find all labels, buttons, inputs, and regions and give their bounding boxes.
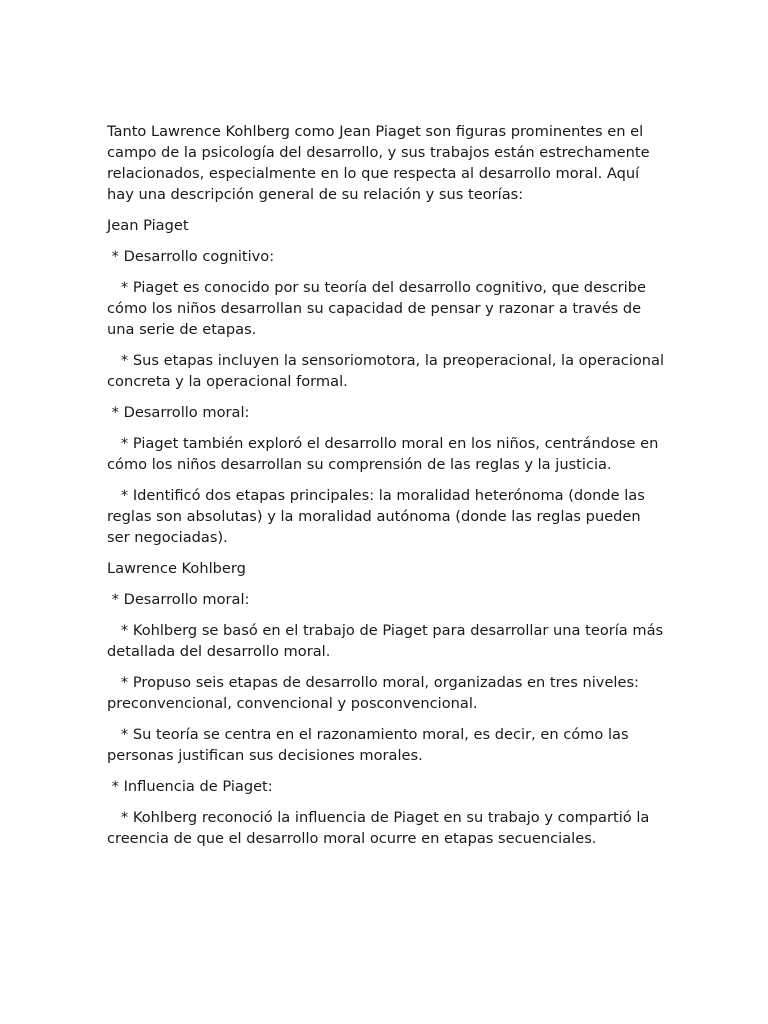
section-heading-piaget: Jean Piaget bbox=[107, 217, 189, 234]
sub-bullet-kohlberg-stages: * Propuso seis etapas de desarrollo moral, organizadas en tres niveles: preconvencional, convencional y posconvencional. bbox=[107, 674, 644, 712]
sub-bullet-piaget-moral-stages: * Identificó dos etapas principales: la moralidad heterónoma (donde las reglas son absolutas) y la moralidad autónoma (donde las reglas pueden ser negociadas). bbox=[107, 487, 650, 546]
section-heading-kohlberg: Lawrence Kohlberg bbox=[107, 560, 246, 577]
bullet-moral-development-piaget: * Desarrollo moral: bbox=[107, 404, 250, 421]
sub-bullet-kohlberg-recognition: * Kohlberg reconoció la influencia de Piaget en su trabajo y compartió la creencia de que el desarrollo moral ocurre en etapas secuenciales. bbox=[107, 809, 654, 847]
bullet-cognitive-development: * Desarrollo cognitivo: bbox=[107, 248, 275, 265]
intro-paragraph: Tanto Lawrence Kohlberg como Jean Piaget son figuras prominentes en el campo de la psicología del desarrollo, y sus trabajos están estrechamente relacionados, especialmente en lo que respecta al desarrollo moral. Aquí hay una descripción general de su relación y sus teorías: bbox=[107, 123, 655, 203]
sub-bullet-kohlberg-reasoning: * Su teoría se centra en el razonamiento moral, es decir, en cómo las personas justifican sus decisiones morales. bbox=[107, 726, 634, 764]
bullet-moral-development-kohlberg: * Desarrollo moral: bbox=[107, 591, 250, 608]
sub-bullet-kohlberg-basis: * Kohlberg se basó en el trabajo de Piaget para desarrollar una teoría más detallada del desarrollo moral. bbox=[107, 622, 668, 660]
document-page bbox=[107, 121, 667, 859]
sub-bullet-piaget-stages: * Sus etapas incluyen la sensoriomotora, la preoperacional, la operacional concreta y la operacional formal. bbox=[107, 352, 669, 390]
bullet-piaget-influence: * Influencia de Piaget: bbox=[107, 778, 273, 795]
sub-bullet-piaget-moral: * Piaget también exploró el desarrollo moral en los niños, centrándose en cómo los niños desarrollan su comprensión de las reglas y la justicia. bbox=[107, 435, 664, 473]
sub-bullet-piaget-theory: * Piaget es conocido por su teoría del desarrollo cognitivo, que describe cómo los niños desarrollan su capacidad de pensar y razonar a través de una serie de etapas. bbox=[107, 279, 651, 338]
